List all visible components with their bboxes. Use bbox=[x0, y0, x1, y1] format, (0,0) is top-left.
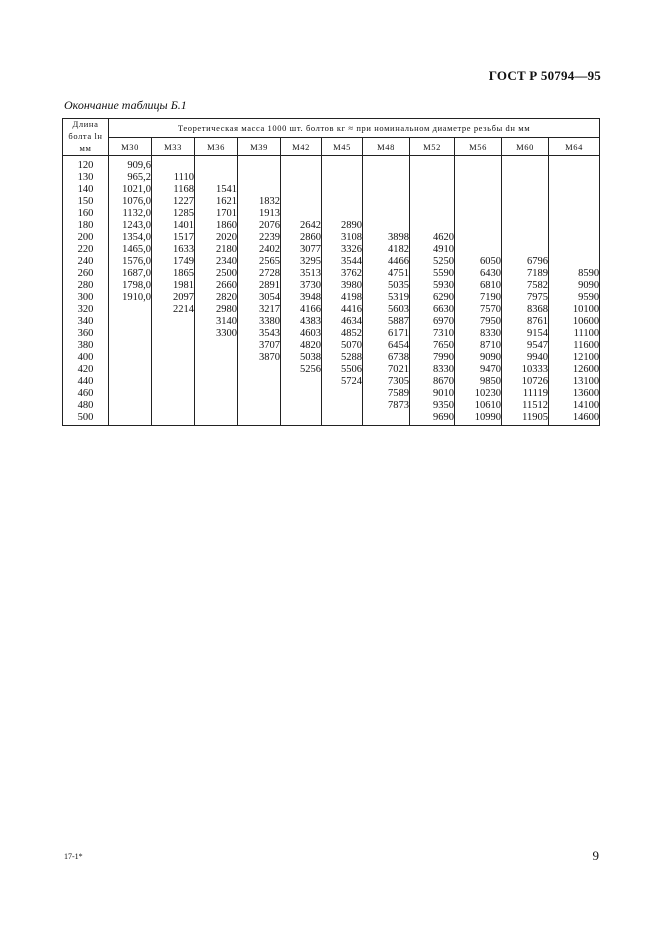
mass-value: 6738 bbox=[388, 352, 409, 363]
mass-value: 10600 bbox=[572, 316, 600, 327]
mass-value bbox=[152, 316, 194, 328]
mass-value: 1243,0 bbox=[122, 220, 151, 231]
mass-value: 1401 bbox=[173, 220, 194, 231]
mass-value: 7650 bbox=[433, 340, 454, 351]
diameter-column-header: М48 bbox=[363, 138, 410, 156]
mass-value: 6290 bbox=[433, 292, 454, 303]
mass-value bbox=[238, 364, 280, 376]
mass-value bbox=[109, 352, 151, 364]
length-column-header bbox=[63, 119, 109, 156]
mass-value: 3980 bbox=[341, 280, 362, 291]
mass-value: 7021 bbox=[388, 364, 409, 375]
mass-value: 3762 bbox=[341, 268, 362, 279]
mass-value bbox=[281, 388, 321, 400]
mass-value: 5288 bbox=[341, 352, 362, 363]
mass-value bbox=[238, 388, 280, 400]
mass-value bbox=[410, 208, 454, 220]
mass-value bbox=[322, 184, 362, 196]
mass-value: 3326 bbox=[341, 244, 362, 255]
mass-value: 3544 bbox=[341, 256, 362, 267]
mass-value bbox=[363, 184, 409, 196]
mass-value: 8330 bbox=[480, 328, 501, 339]
mass-value: 1227 bbox=[173, 196, 194, 207]
length-value: 500 bbox=[77, 412, 94, 423]
mass-values-column bbox=[549, 156, 600, 426]
mass-value: 5590 bbox=[433, 268, 454, 279]
mass-value: 10610 bbox=[474, 400, 501, 411]
mass-value bbox=[549, 244, 599, 256]
mass-value: 7305 bbox=[388, 376, 409, 387]
mass-value bbox=[322, 172, 362, 184]
length-value: 480 bbox=[77, 400, 94, 411]
mass-value: 2180 bbox=[216, 244, 237, 255]
mass-value: 9090 bbox=[480, 352, 501, 363]
mass-value: 9470 bbox=[480, 364, 501, 375]
mass-value: 7990 bbox=[433, 352, 454, 363]
length-value: 140 bbox=[77, 184, 94, 195]
mass-value: 5035 bbox=[388, 280, 409, 291]
mass-value: 3948 bbox=[300, 292, 321, 303]
mass-value bbox=[549, 232, 599, 244]
length-value: 360 bbox=[77, 328, 94, 339]
document-code: ГОСТ Р 50794—95 bbox=[488, 68, 601, 83]
length-value: 200 bbox=[77, 232, 94, 243]
mass-table bbox=[62, 118, 600, 426]
mass-values-column bbox=[455, 156, 502, 426]
mass-value bbox=[363, 196, 409, 208]
mass-value: 2891 bbox=[259, 280, 280, 291]
mass-value bbox=[322, 208, 362, 220]
mass-value bbox=[363, 208, 409, 220]
mass-value bbox=[195, 412, 237, 424]
mass-value: 10990 bbox=[474, 412, 501, 423]
mass-group-header: Теоретическая масса 1000 шт. болтов кг ≈ при номинальном диаметре резьбы dн мм bbox=[109, 119, 600, 138]
mass-value: 11600 bbox=[573, 340, 600, 351]
mass-value bbox=[363, 172, 409, 184]
mass-value bbox=[455, 172, 501, 184]
mass-value bbox=[502, 232, 548, 244]
length-value: 280 bbox=[77, 280, 94, 291]
mass-value bbox=[109, 304, 151, 316]
mass-value bbox=[152, 364, 194, 376]
mass-value: 3730 bbox=[300, 280, 321, 291]
mass-value bbox=[410, 220, 454, 232]
mass-value: 4620 bbox=[433, 232, 454, 243]
length-value: 120 bbox=[77, 160, 94, 171]
mass-value: 9547 bbox=[527, 340, 548, 351]
page-number: 9 bbox=[592, 848, 599, 863]
mass-value bbox=[455, 232, 501, 244]
mass-value: 3300 bbox=[216, 328, 237, 339]
mass-value: 1860 bbox=[216, 220, 237, 231]
length-value: 420 bbox=[77, 364, 94, 375]
mass-value: 4603 bbox=[300, 328, 321, 339]
mass-value bbox=[281, 400, 321, 412]
mass-value bbox=[502, 172, 548, 184]
mass-value: 5070 bbox=[341, 340, 362, 351]
mass-value bbox=[322, 388, 362, 400]
mass-value bbox=[109, 400, 151, 412]
mass-value: 3054 bbox=[259, 292, 280, 303]
mass-value: 1981 bbox=[173, 280, 194, 291]
mass-value bbox=[152, 388, 194, 400]
mass-value: 6796 bbox=[527, 256, 548, 267]
length-value: 340 bbox=[77, 316, 94, 327]
mass-value bbox=[410, 196, 454, 208]
length-value: 400 bbox=[77, 352, 94, 363]
mass-value: 2890 bbox=[341, 220, 362, 231]
mass-value bbox=[195, 364, 237, 376]
mass-value: 4751 bbox=[388, 268, 409, 279]
mass-value: 1132,0 bbox=[122, 208, 151, 219]
mass-value: 5506 bbox=[341, 364, 362, 375]
length-value: 180 bbox=[77, 220, 94, 231]
length-value: 160 bbox=[77, 208, 94, 219]
diameter-column-header: М52 bbox=[410, 138, 455, 156]
mass-value bbox=[238, 160, 280, 172]
mass-value: 2660 bbox=[216, 280, 237, 291]
mass-value bbox=[152, 400, 194, 412]
mass-value bbox=[502, 208, 548, 220]
mass-value bbox=[195, 388, 237, 400]
mass-value: 6171 bbox=[388, 328, 409, 339]
mass-value bbox=[549, 208, 599, 220]
mass-value bbox=[410, 160, 454, 172]
mass-value: 6970 bbox=[433, 316, 454, 327]
mass-value: 1832 bbox=[259, 196, 280, 207]
mass-value bbox=[109, 340, 151, 352]
mass-value: 909,6 bbox=[127, 160, 151, 171]
length-value: 240 bbox=[77, 256, 94, 267]
mass-value bbox=[109, 316, 151, 328]
mass-value: 2980 bbox=[216, 304, 237, 315]
mass-value bbox=[152, 340, 194, 352]
mass-values-column bbox=[410, 156, 455, 426]
mass-value: 1910,0 bbox=[122, 292, 151, 303]
mass-value bbox=[502, 184, 548, 196]
mass-value: 4383 bbox=[300, 316, 321, 327]
mass-values-column bbox=[195, 156, 238, 426]
mass-value: 2500 bbox=[216, 268, 237, 279]
mass-value bbox=[281, 160, 321, 172]
table-caption: Окончание таблицы Б.1 bbox=[64, 98, 187, 112]
mass-value bbox=[109, 376, 151, 388]
mass-value: 8590 bbox=[578, 268, 600, 279]
mass-value: 1285 bbox=[173, 208, 194, 219]
mass-value bbox=[195, 160, 237, 172]
mass-value: 1354,0 bbox=[122, 232, 151, 243]
diameter-column-header: М36 bbox=[195, 138, 238, 156]
length-value: 130 bbox=[77, 172, 94, 183]
mass-value: 14600 bbox=[572, 412, 600, 423]
mass-value: 2402 bbox=[259, 244, 280, 255]
mass-value bbox=[410, 184, 454, 196]
mass-value: 7570 bbox=[480, 304, 501, 315]
mass-value: 1687,0 bbox=[122, 268, 151, 279]
mass-value: 6630 bbox=[433, 304, 454, 315]
mass-value: 9010 bbox=[433, 388, 454, 399]
mass-values-column bbox=[363, 156, 410, 426]
mass-value bbox=[109, 328, 151, 340]
mass-value bbox=[109, 412, 151, 424]
length-value: 320 bbox=[77, 304, 94, 315]
mass-value: 6810 bbox=[480, 280, 501, 291]
mass-value: 12600 bbox=[572, 364, 600, 375]
mass-value bbox=[238, 376, 280, 388]
mass-value: 1517 bbox=[173, 232, 194, 243]
mass-value bbox=[363, 412, 409, 424]
mass-value: 14100 bbox=[572, 400, 600, 411]
mass-value: 1168 bbox=[173, 184, 194, 195]
length-value: 220 bbox=[77, 244, 94, 255]
mass-value bbox=[152, 412, 194, 424]
mass-value bbox=[455, 196, 501, 208]
mass-values-column bbox=[238, 156, 281, 426]
mass-value: 4466 bbox=[388, 256, 409, 267]
diameter-header-row bbox=[63, 138, 600, 156]
mass-value: 5038 bbox=[300, 352, 321, 363]
mass-value: 11512 bbox=[522, 400, 548, 411]
mass-value bbox=[281, 196, 321, 208]
length-header-line: мм bbox=[79, 143, 92, 153]
mass-value bbox=[502, 244, 548, 256]
mass-value bbox=[549, 160, 599, 172]
mass-value bbox=[363, 220, 409, 232]
mass-value: 1576,0 bbox=[122, 256, 151, 267]
mass-value: 8761 bbox=[527, 316, 548, 327]
mass-values-column bbox=[109, 156, 152, 426]
mass-value bbox=[322, 196, 362, 208]
mass-value bbox=[109, 388, 151, 400]
mass-values-column bbox=[502, 156, 549, 426]
mass-value: 1701 bbox=[216, 208, 237, 219]
mass-value: 3108 bbox=[341, 232, 362, 243]
diameter-column-header: М42 bbox=[281, 138, 322, 156]
diameter-column-header: М33 bbox=[152, 138, 195, 156]
mass-value: 7582 bbox=[527, 280, 548, 291]
mass-value bbox=[195, 400, 237, 412]
mass-value: 4198 bbox=[341, 292, 362, 303]
mass-value bbox=[238, 184, 280, 196]
mass-value: 10333 bbox=[521, 364, 548, 375]
mass-value bbox=[455, 184, 501, 196]
mass-value bbox=[455, 208, 501, 220]
mass-value: 5724 bbox=[341, 376, 362, 387]
mass-value: 4634 bbox=[341, 316, 362, 327]
mass-value: 3513 bbox=[300, 268, 321, 279]
mass-value: 10726 bbox=[521, 376, 548, 387]
mass-value: 1465,0 bbox=[122, 244, 151, 255]
mass-value bbox=[281, 208, 321, 220]
mass-value: 2820 bbox=[216, 292, 237, 303]
mass-value: 2728 bbox=[259, 268, 280, 279]
mass-value bbox=[502, 160, 548, 172]
mass-value: 1110 bbox=[173, 172, 194, 183]
mass-value: 2076 bbox=[259, 220, 280, 231]
mass-value: 8330 bbox=[433, 364, 454, 375]
mass-value: 9690 bbox=[433, 412, 454, 423]
mass-value bbox=[363, 160, 409, 172]
mass-value bbox=[549, 172, 599, 184]
mass-value: 2565 bbox=[259, 256, 280, 267]
mass-value: 9850 bbox=[480, 376, 501, 387]
mass-value: 9090 bbox=[578, 280, 600, 291]
mass-value bbox=[195, 172, 237, 184]
mass-value: 4416 bbox=[341, 304, 362, 315]
mass-value bbox=[410, 172, 454, 184]
mass-value: 1749 bbox=[173, 256, 194, 267]
mass-value: 7189 bbox=[527, 268, 548, 279]
mass-value: 3870 bbox=[259, 352, 280, 363]
mass-value: 8670 bbox=[433, 376, 454, 387]
diameter-column-header: М30 bbox=[109, 138, 152, 156]
mass-value: 11100 bbox=[573, 328, 600, 339]
mass-value: 9154 bbox=[527, 328, 548, 339]
mass-value bbox=[152, 328, 194, 340]
mass-value: 965,2 bbox=[127, 172, 151, 183]
mass-value bbox=[238, 412, 280, 424]
mass-value: 6050 bbox=[480, 256, 501, 267]
mass-value: 1076,0 bbox=[122, 196, 151, 207]
mass-value: 2097 bbox=[173, 292, 194, 303]
mass-value: 3898 bbox=[388, 232, 409, 243]
mass-value bbox=[195, 340, 237, 352]
mass-value bbox=[455, 244, 501, 256]
mass-value: 7310 bbox=[433, 328, 454, 339]
diameter-column-header: М56 bbox=[455, 138, 502, 156]
mass-value: 11905 bbox=[522, 412, 548, 423]
diameter-column-header: М60 bbox=[502, 138, 549, 156]
mass-value: 5250 bbox=[433, 256, 454, 267]
mass-value: 1633 bbox=[173, 244, 194, 255]
mass-value: 13100 bbox=[572, 376, 600, 387]
mass-value: 3077 bbox=[300, 244, 321, 255]
mass-value: 1021,0 bbox=[122, 184, 151, 195]
mass-value: 8368 bbox=[527, 304, 548, 315]
mass-value bbox=[152, 160, 194, 172]
mass-value bbox=[322, 412, 362, 424]
mass-values-column bbox=[152, 156, 195, 426]
mass-value: 7975 bbox=[527, 292, 548, 303]
footer-mark: 17-1* bbox=[64, 852, 83, 861]
mass-value: 1913 bbox=[259, 208, 280, 219]
mass-value: 7589 bbox=[388, 388, 409, 399]
mass-value: 3380 bbox=[259, 316, 280, 327]
mass-value bbox=[549, 184, 599, 196]
length-value: 260 bbox=[77, 268, 94, 279]
mass-value: 2214 bbox=[173, 304, 194, 315]
mass-value: 3217 bbox=[259, 304, 280, 315]
mass-value: 3295 bbox=[300, 256, 321, 267]
mass-value: 10100 bbox=[572, 304, 600, 315]
length-value: 380 bbox=[77, 340, 94, 351]
mass-value: 3140 bbox=[216, 316, 237, 327]
mass-value bbox=[455, 160, 501, 172]
mass-values-column bbox=[281, 156, 322, 426]
mass-value bbox=[502, 220, 548, 232]
mass-value: 5319 bbox=[388, 292, 409, 303]
length-value: 150 bbox=[77, 196, 94, 207]
mass-value bbox=[322, 160, 362, 172]
diameter-column-header: М45 bbox=[322, 138, 363, 156]
mass-value bbox=[455, 220, 501, 232]
mass-value bbox=[195, 352, 237, 364]
mass-value: 10230 bbox=[474, 388, 501, 399]
mass-value: 5603 bbox=[388, 304, 409, 315]
mass-value bbox=[238, 400, 280, 412]
mass-value: 1541 bbox=[216, 184, 237, 195]
mass-value: 9940 bbox=[527, 352, 548, 363]
mass-value: 1621 bbox=[216, 196, 237, 207]
mass-value: 2642 bbox=[300, 220, 321, 231]
length-value: 460 bbox=[77, 388, 94, 399]
mass-value: 5930 bbox=[433, 280, 454, 291]
length-header-line: болта lн bbox=[68, 131, 103, 141]
length-value: 440 bbox=[77, 376, 94, 387]
mass-value: 7873 bbox=[388, 400, 409, 411]
mass-value bbox=[281, 412, 321, 424]
mass-value bbox=[502, 196, 548, 208]
mass-value: 3543 bbox=[259, 328, 280, 339]
mass-value bbox=[195, 376, 237, 388]
mass-value: 9350 bbox=[433, 400, 454, 411]
mass-value: 3707 bbox=[259, 340, 280, 351]
mass-value: 2340 bbox=[216, 256, 237, 267]
mass-value: 4182 bbox=[388, 244, 409, 255]
mass-value: 2860 bbox=[300, 232, 321, 243]
mass-value: 2020 bbox=[216, 232, 237, 243]
mass-value: 2239 bbox=[259, 232, 280, 243]
mass-value: 5256 bbox=[300, 364, 321, 375]
mass-value: 11119 bbox=[522, 388, 548, 399]
mass-value bbox=[549, 220, 599, 232]
mass-value bbox=[238, 172, 280, 184]
mass-value bbox=[549, 256, 599, 268]
mass-value bbox=[281, 376, 321, 388]
mass-value: 4166 bbox=[300, 304, 321, 315]
mass-value bbox=[281, 172, 321, 184]
diameter-column-header: М39 bbox=[238, 138, 281, 156]
mass-value: 13600 bbox=[572, 388, 600, 399]
mass-value: 7950 bbox=[480, 316, 501, 327]
mass-value: 4852 bbox=[341, 328, 362, 339]
mass-value: 12100 bbox=[572, 352, 600, 363]
mass-value bbox=[549, 196, 599, 208]
mass-value: 8710 bbox=[480, 340, 501, 351]
mass-value: 4820 bbox=[300, 340, 321, 351]
mass-value: 6454 bbox=[388, 340, 409, 351]
length-header-line: Длина bbox=[72, 119, 99, 129]
length-values-column bbox=[63, 156, 109, 426]
mass-value: 1798,0 bbox=[122, 280, 151, 291]
mass-value: 7190 bbox=[480, 292, 501, 303]
diameter-column-header: М64 bbox=[549, 138, 600, 156]
mass-value bbox=[322, 400, 362, 412]
mass-value bbox=[109, 364, 151, 376]
mass-values-column bbox=[322, 156, 363, 426]
mass-value bbox=[281, 184, 321, 196]
mass-value: 9590 bbox=[578, 292, 600, 303]
length-value: 300 bbox=[77, 292, 94, 303]
mass-value: 4910 bbox=[433, 244, 454, 255]
mass-value: 6430 bbox=[480, 268, 501, 279]
mass-value: 1865 bbox=[173, 268, 194, 279]
mass-value bbox=[152, 352, 194, 364]
mass-value bbox=[152, 376, 194, 388]
table-body-row bbox=[63, 156, 600, 426]
mass-value: 5887 bbox=[388, 316, 409, 327]
